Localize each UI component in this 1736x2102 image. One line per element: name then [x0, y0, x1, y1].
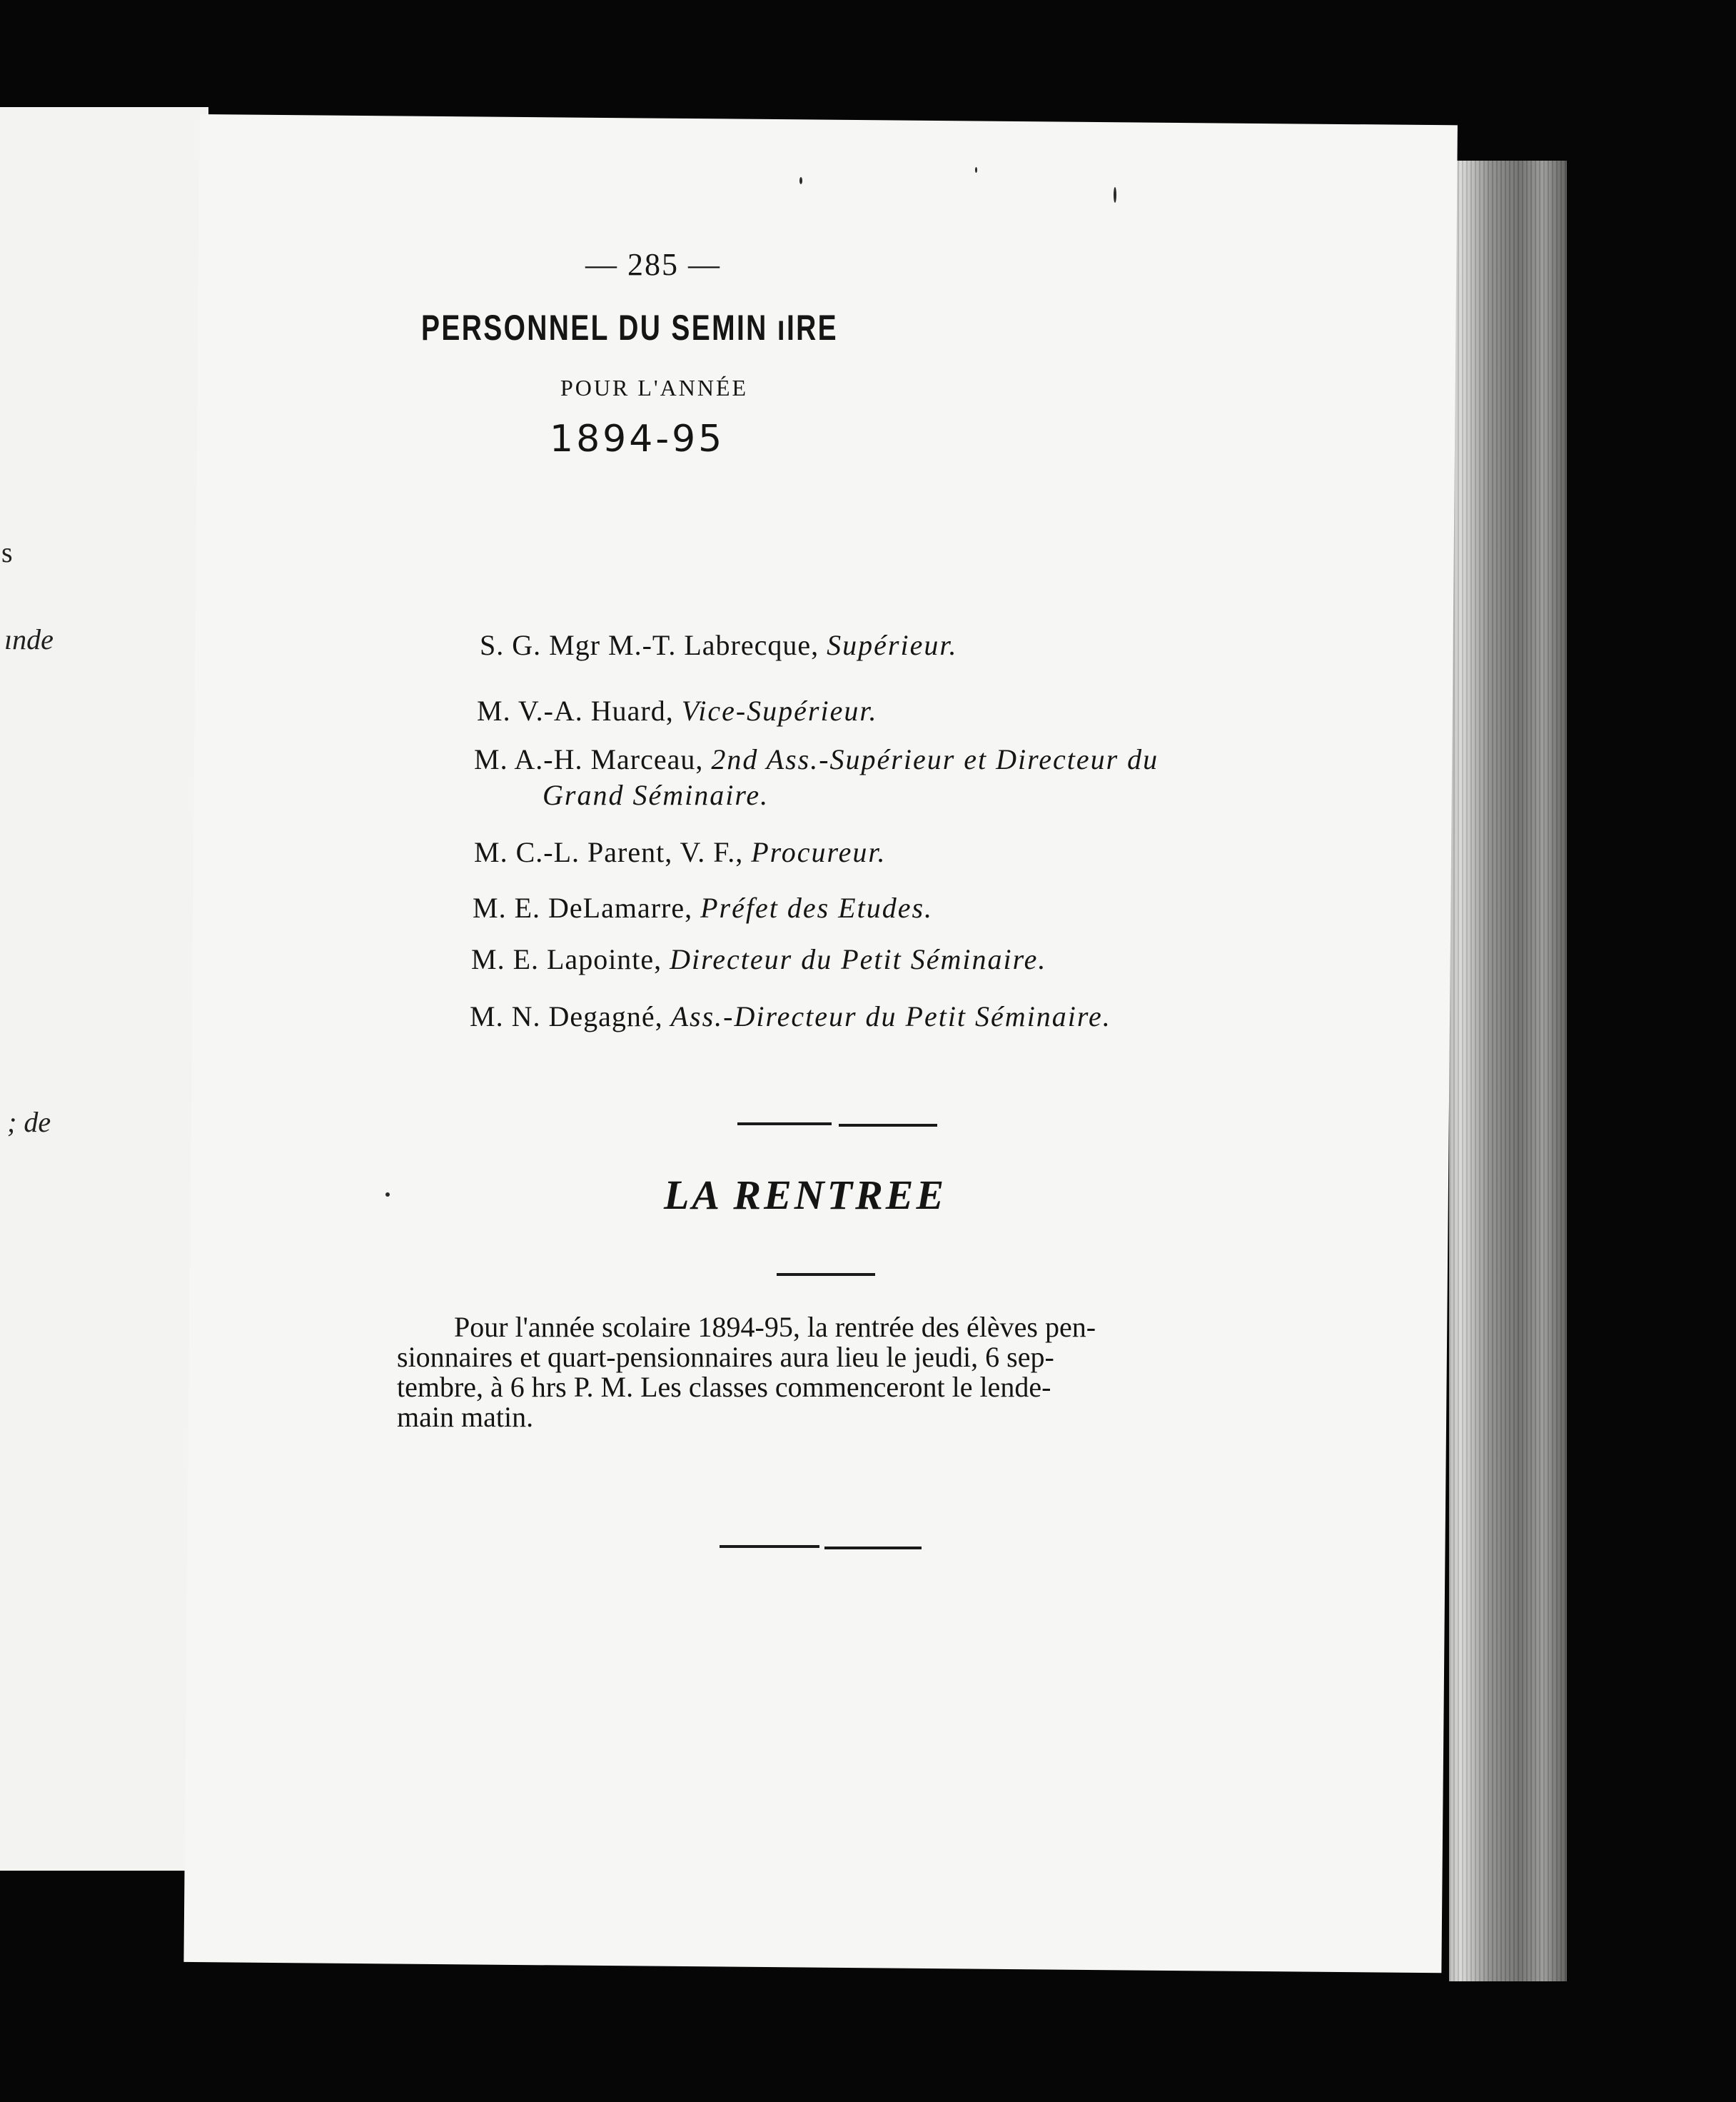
staff-entry	[470, 1000, 1111, 1033]
page-number: — 285 —	[585, 247, 721, 282]
scan-speck	[385, 1192, 390, 1197]
staff-name: M. V.-A. Huard,	[477, 695, 674, 727]
section-title: LA RENTREE	[664, 1172, 947, 1218]
page-block-edge	[1449, 161, 1567, 1981]
left-page-fragment: ; de	[7, 1106, 51, 1138]
staff-entry	[474, 743, 1159, 776]
scan-speck	[975, 167, 977, 173]
book-page	[183, 114, 1458, 1973]
paragraph-line: main matin.	[397, 1401, 534, 1433]
staff-name: M. C.-L. Parent, V. F.,	[474, 836, 744, 868]
page-heading: PERSONNEL DU SEMIN ıIRE	[421, 308, 839, 348]
divider-rule	[839, 1124, 937, 1127]
scan-speck	[799, 177, 802, 184]
paragraph	[397, 1312, 1261, 1432]
divider-rule	[824, 1547, 922, 1549]
staff-role: Vice-Supérieur.	[681, 695, 878, 727]
staff-role: Procureur.	[751, 836, 887, 868]
divider-rule	[720, 1545, 819, 1548]
staff-entry	[471, 942, 1046, 976]
page-subheading: POUR L'ANNÉE	[560, 375, 749, 401]
staff-role: 2nd Ass.-Supérieur et Directeur du	[711, 743, 1159, 775]
paragraph-line: sionnaires et quart-pensionnaires aura lieu le jeudi, 6 sep-	[397, 1341, 1054, 1373]
staff-name: M. E. Lapointe,	[471, 943, 662, 975]
staff-role: Directeur du Petit Séminaire.	[670, 943, 1047, 975]
left-page-fragment: ınde	[4, 623, 54, 655]
staff-entry	[477, 694, 877, 728]
paragraph-line: Pour l'année scolaire 1894-95, la rentrée des élèves pen-	[454, 1311, 1096, 1343]
staff-role: Supérieur.	[827, 629, 958, 661]
staff-role-continuation: Grand Séminaire.	[542, 779, 769, 811]
staff-role: Préfet des Etudes.	[700, 892, 934, 924]
staff-name: M. N. Degagné,	[470, 1000, 663, 1032]
staff-name: M. E. DeLamarre,	[473, 892, 693, 924]
left-page-fragment: s	[1, 536, 13, 568]
staff-name: M. A.-H. Marceau,	[474, 743, 704, 775]
staff-name: S. G. Mgr M.-T. Labrecque,	[480, 629, 819, 661]
staff-entry	[474, 835, 887, 869]
scan-speck	[1114, 187, 1116, 203]
staff-entry	[480, 628, 957, 662]
paragraph-line: tembre, à 6 hrs P. M. Les classes commenceront le lende-	[397, 1371, 1051, 1403]
divider-rule	[737, 1122, 832, 1125]
staff-role: Ass.-Directeur du Petit Séminaire.	[670, 1000, 1111, 1032]
divider-rule	[777, 1273, 875, 1276]
previous-page	[0, 107, 208, 1871]
academic-year: 1894-95	[550, 418, 725, 461]
staff-entry	[473, 891, 933, 925]
